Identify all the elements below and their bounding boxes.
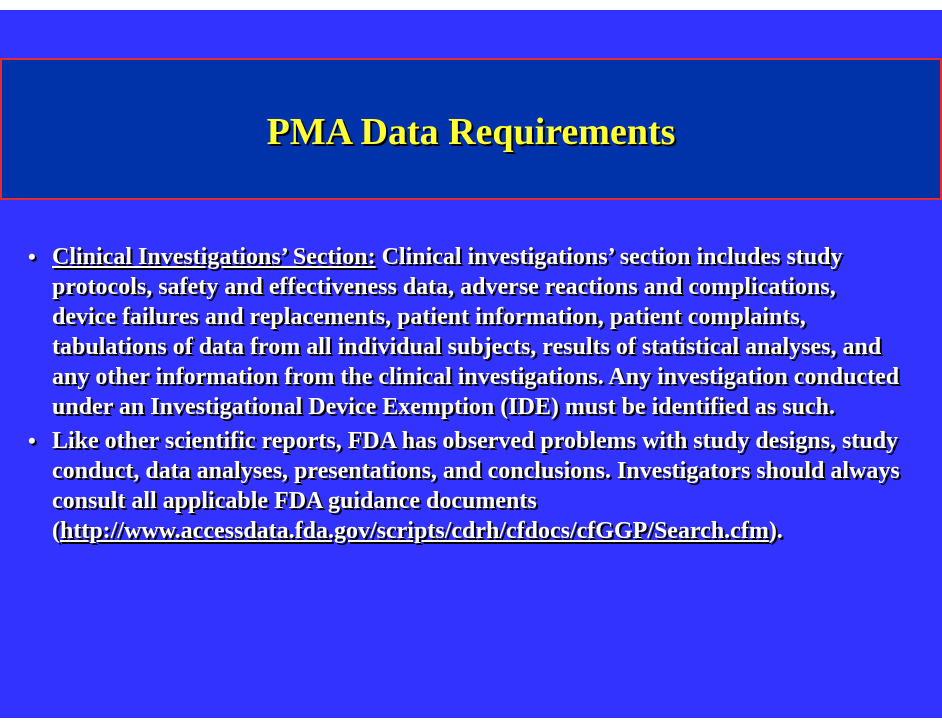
fda-guidance-link[interactable]: http://www.accessdata.fda.gov/scripts/cdrh/cfdocs/cfGGP/Search.cfm xyxy=(60,518,769,544)
title-box xyxy=(0,58,942,200)
link-close-paren: ). xyxy=(768,518,783,544)
bullet-symbol: • xyxy=(28,428,36,453)
bullet-symbol: • xyxy=(28,244,36,269)
slide xyxy=(0,10,942,718)
link-open-paren: ( xyxy=(52,518,60,544)
bullet-text: Like other scientific reports, FDA has observed problems with study designs, study conduct, data analyses, presentations, and conclusions. Investigators should always consult all applicable FDA guidance documents xyxy=(52,428,900,514)
bullet-item xyxy=(24,426,904,546)
bullet-item xyxy=(24,242,904,422)
bullet-heading: Clinical Investigations’ Section: xyxy=(52,244,376,270)
bullet-text: Clinical investigations’ section includes study protocols, safety and effectiveness data, adverse reactions and complications, device failures and replacements, patient information, patient complaints, tabulations of data from all individual subjects, results of statistical analyses, and any other information from the clinical investigations. Any investigation conducted under an Investigational Device Exemption (IDE) must be identified as such. xyxy=(52,244,900,420)
slide-title: PMA Data Requirements xyxy=(266,111,676,153)
bullet-list xyxy=(24,242,904,550)
